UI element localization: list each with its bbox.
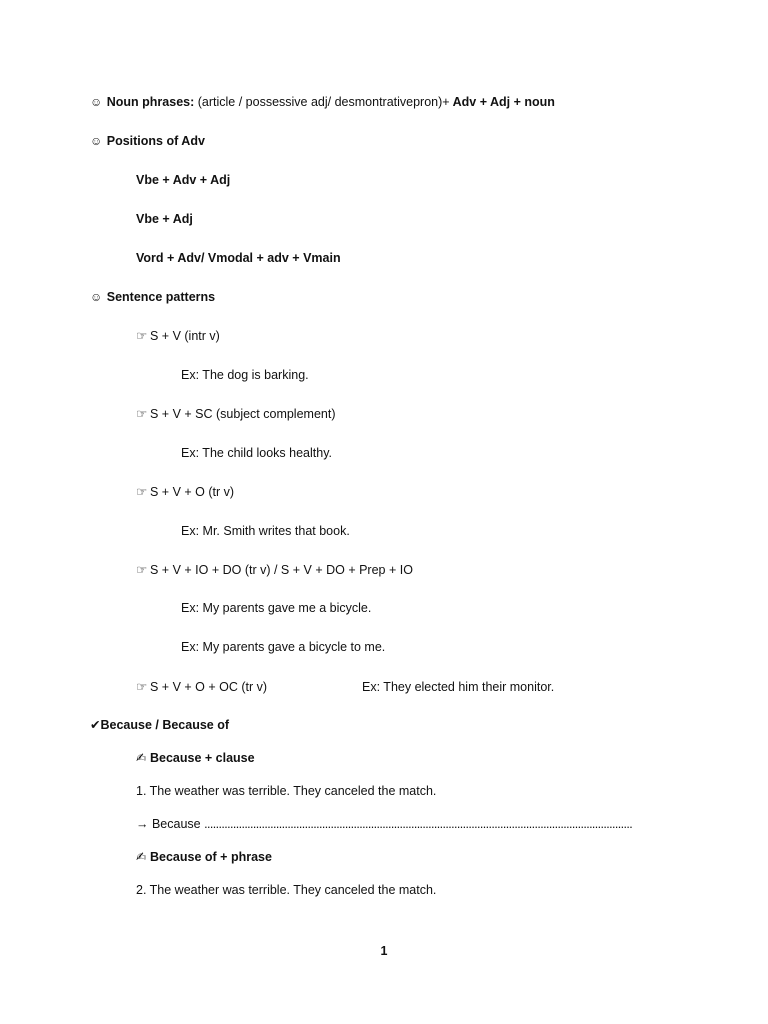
pattern-text: S + V + SC (subject complement) xyxy=(150,407,336,421)
because-clause-label: Because + clause xyxy=(150,751,255,765)
pattern-1 xyxy=(136,328,220,344)
sentence-patterns-heading xyxy=(90,289,215,305)
because-phrase-label: Because of + phrase xyxy=(150,850,272,864)
pointer-hand-icon: ☞ xyxy=(136,680,148,694)
smile-icon: ☺ xyxy=(90,95,103,109)
pattern-2-example: Ex: The child looks healthy. xyxy=(181,446,333,460)
because-heading xyxy=(90,717,229,733)
pattern-5-example: Ex: They elected him their monitor. xyxy=(362,680,555,694)
pattern-4-example-1: Ex: My parents gave me a bicycle. xyxy=(181,601,372,615)
pattern-2 xyxy=(136,406,336,422)
position-item: Vord + Adv/ Vmodal + adv + Vmain xyxy=(136,251,341,265)
because-answer-line xyxy=(136,816,632,832)
pointer-hand-icon: ☞ xyxy=(136,485,148,499)
smile-icon: ☺ xyxy=(90,134,103,148)
pattern-text: S + V + O (tr v) xyxy=(150,485,235,499)
pattern-4-example-2: Ex: My parents gave a bicycle to me. xyxy=(181,640,386,654)
position-item: Vbe + Adv + Adj xyxy=(136,173,231,187)
pattern-3-example: Ex: Mr. Smith writes that book. xyxy=(181,524,350,538)
check-icon: ✔ xyxy=(90,718,101,732)
writing-hand-icon: ✍ xyxy=(136,850,147,864)
pattern-4 xyxy=(136,562,413,578)
noun-phrases-tail: Adv + Adj + noun xyxy=(449,95,555,109)
writing-hand-icon: ✍ xyxy=(136,751,147,765)
pattern-text: S + V (intr v) xyxy=(150,329,220,343)
answer-prefix: → Because xyxy=(136,817,205,831)
pattern-3 xyxy=(136,484,234,500)
positions-heading xyxy=(90,133,205,149)
positions-title: Positions of Adv xyxy=(106,134,205,148)
page-number: 1 xyxy=(380,944,388,958)
because-clause-heading xyxy=(136,750,255,766)
pointer-hand-icon: ☞ xyxy=(136,563,148,577)
smile-icon: ☺ xyxy=(90,290,103,304)
because-example-2: 2. The weather was terrible. They canceled the match. xyxy=(136,883,437,897)
because-of-phrase-heading xyxy=(136,849,272,865)
noun-phrases-paren: (article / possessive adj/ desmontrativepron)+ xyxy=(194,95,450,109)
pattern-1-example: Ex: The dog is barking. xyxy=(181,368,309,382)
because-title: Because / Because of xyxy=(100,718,230,732)
position-item: Vbe + Adj xyxy=(136,212,193,226)
pattern-text: S + V + IO + DO (tr v) / S + V + DO + Prep + IO xyxy=(150,563,413,577)
pointer-hand-icon: ☞ xyxy=(136,329,148,343)
answer-blank: ..................................................................................................................................................... xyxy=(204,817,633,831)
noun-phrases-line xyxy=(90,94,555,110)
pattern-5 xyxy=(136,679,267,695)
pointer-hand-icon: ☞ xyxy=(136,407,148,421)
pattern-text: S + V + O + OC (tr v) xyxy=(150,680,268,694)
noun-phrases-label: Noun phrases: xyxy=(106,95,195,109)
because-example-1: 1. The weather was terrible. They canceled the match. xyxy=(136,784,437,798)
sentence-patterns-title: Sentence patterns xyxy=(106,290,216,304)
